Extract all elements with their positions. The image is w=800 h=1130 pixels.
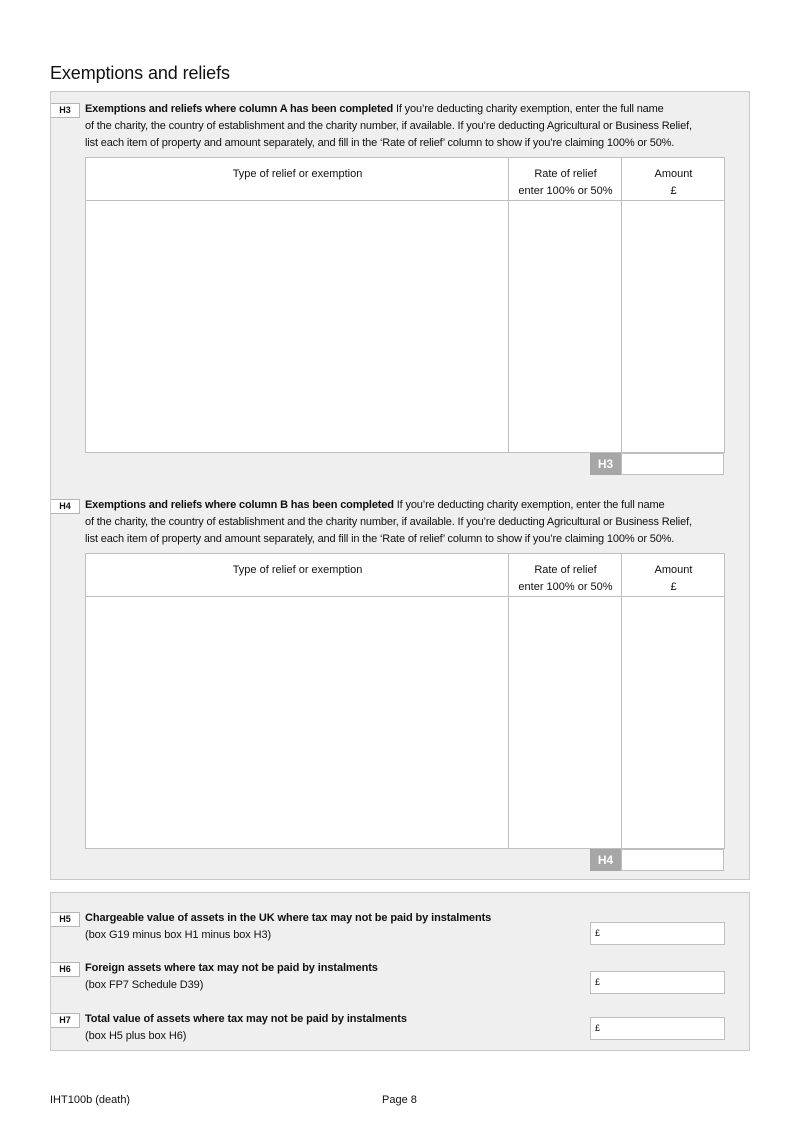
h7-amount-field[interactable]	[590, 1017, 725, 1040]
h3-line2: of the charity, the country of establishment and the charity number, if available. If you’re deducting Agricultural or Business Relief,	[85, 120, 692, 132]
h4-description	[85, 497, 740, 548]
h6-question	[85, 960, 378, 994]
instalments-panel	[50, 892, 750, 1051]
h4-total-field[interactable]	[621, 849, 724, 871]
h3-header-amount-line2: £	[670, 185, 677, 197]
h6-sub: (box FP7 Schedule D39)	[85, 979, 204, 991]
h4-header-amount-line1: Amount	[654, 564, 693, 576]
h3-type-column[interactable]	[86, 158, 509, 452]
h3-total-field[interactable]	[621, 453, 724, 475]
exemptions-panel	[50, 91, 750, 880]
h4-line3: list each item of property and amount separately, and fill in the ‘Rate of relief’ column to show if you’re claiming 100% or 50%.	[85, 533, 675, 545]
h3-heading: Exemptions and reliefs where column A has been completed	[85, 103, 394, 115]
h3-rate-column[interactable]	[509, 158, 622, 452]
h4-header-amount-line2: £	[670, 581, 677, 593]
h3-header-type: Type of relief or exemption	[232, 168, 363, 180]
h3-line3: list each item of property and amount separately, and fill in the ‘Rate of relief’ column to show if you’re claiming 100% or 50%.	[85, 137, 675, 149]
h6-label: Foreign assets where tax may not be paid by instalments	[85, 962, 378, 974]
h4-header-amount	[622, 562, 725, 596]
h3-total-tag: H3	[590, 453, 621, 475]
h7-question	[85, 1011, 407, 1045]
box-tag-h7: H7	[51, 1013, 80, 1028]
footer-form-name: IHT100b (death)	[50, 1094, 131, 1106]
h6-currency: £	[595, 977, 601, 987]
h5-currency: £	[595, 928, 601, 938]
h3-description	[85, 101, 740, 152]
h4-header-rate-line1: Rate of relief	[534, 564, 597, 576]
h3-header-rate-line1: Rate of relief	[534, 168, 597, 180]
h5-sub: (box G19 minus box H1 minus box H3)	[85, 929, 272, 941]
h4-table-header	[86, 554, 724, 597]
box-tag-h6: H6	[51, 962, 80, 977]
page-title: Exemptions and reliefs	[50, 63, 230, 83]
footer-page-number: Page 8	[382, 1094, 417, 1106]
h4-header-rate	[509, 562, 622, 596]
h7-currency: £	[595, 1023, 601, 1033]
h4-line1: If you’re deducting charity exemption, enter the full name	[393, 499, 665, 511]
h3-header-rate-line2: enter 100% or 50%	[518, 185, 613, 197]
h4-type-column[interactable]	[86, 554, 509, 848]
h3-header-rate	[509, 166, 622, 200]
box-tag-h5: H5	[51, 912, 80, 927]
h5-question	[85, 910, 491, 944]
h3-relief-table	[85, 157, 725, 453]
h4-header-type: Type of relief or exemption	[232, 564, 363, 576]
h4-rate-column[interactable]	[509, 554, 622, 848]
h5-label: Chargeable value of assets in the UK where tax may not be paid by instalments	[85, 912, 492, 924]
box-tag-h3: H3	[51, 103, 80, 118]
h3-line1: If you’re deducting charity exemption, enter the full name	[393, 103, 664, 115]
h3-header-amount	[622, 166, 725, 200]
h6-amount-field[interactable]	[590, 971, 725, 994]
h3-header-amount-line1: Amount	[654, 168, 693, 180]
h3-table-header	[86, 158, 724, 201]
h4-header-rate-line2: enter 100% or 50%	[518, 581, 613, 593]
h7-label: Total value of assets where tax may not be paid by instalments	[85, 1013, 407, 1025]
h4-amount-column[interactable]	[622, 554, 725, 848]
h3-amount-column[interactable]	[622, 158, 725, 452]
box-tag-h4: H4	[51, 499, 80, 514]
h4-heading: Exemptions and reliefs where column B has been completed	[85, 499, 394, 511]
h4-line2: of the charity, the country of establishment and the charity number, if available. If you’re deducting Agricultural or Business Relief,	[85, 516, 692, 528]
h4-relief-table	[85, 553, 725, 849]
h5-amount-field[interactable]	[590, 922, 725, 945]
h4-total-tag: H4	[590, 849, 621, 871]
h7-sub: (box H5 plus box H6)	[85, 1030, 187, 1042]
